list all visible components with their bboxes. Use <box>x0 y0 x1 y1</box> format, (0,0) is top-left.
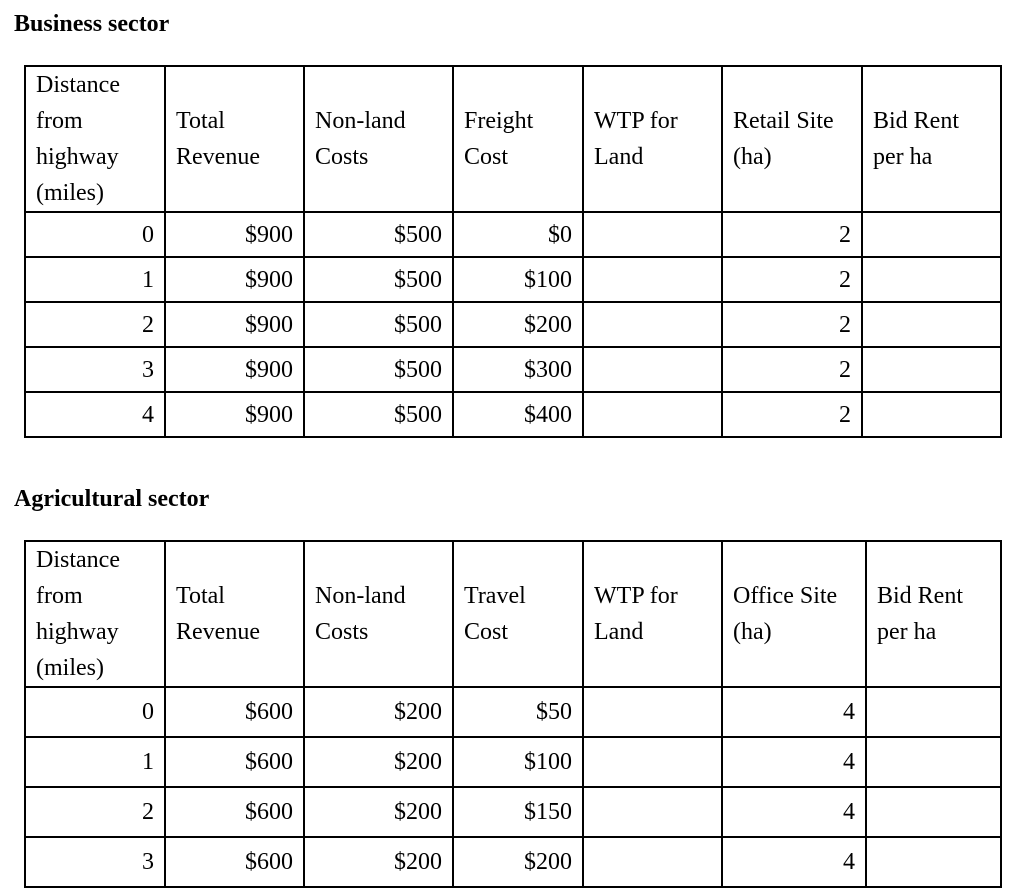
header-distance: Distance from highway (miles) <box>25 66 165 212</box>
cell-distance: 1 <box>25 257 165 302</box>
cell-bid-rent[interactable] <box>862 302 1001 347</box>
cell-bid-rent[interactable] <box>866 687 1001 737</box>
header-total-revenue: Total Revenue <box>165 66 304 212</box>
cell-bid-rent[interactable] <box>866 837 1001 887</box>
cell-bid-rent[interactable] <box>866 787 1001 837</box>
table-row <box>25 687 1001 737</box>
cell-total-revenue: $900 <box>165 392 304 437</box>
cell-wtp-for-land[interactable] <box>583 347 722 392</box>
header-total-revenue: Total Revenue <box>165 541 304 687</box>
cell-wtp-for-land[interactable] <box>583 302 722 347</box>
agricultural-header-row <box>25 541 1001 687</box>
table-row <box>25 302 1001 347</box>
cell-retail-site: 2 <box>722 257 862 302</box>
cell-bid-rent[interactable] <box>862 392 1001 437</box>
cell-distance: 2 <box>25 302 165 347</box>
cell-total-revenue: $600 <box>165 687 304 737</box>
cell-freight-cost: $400 <box>453 392 583 437</box>
cell-office-site: 4 <box>722 787 866 837</box>
cell-wtp-for-land[interactable] <box>583 837 722 887</box>
table-row <box>25 787 1001 837</box>
cell-retail-site: 2 <box>722 212 862 257</box>
cell-non-land-costs: $200 <box>304 837 453 887</box>
header-office-site: Office Site (ha) <box>722 541 866 687</box>
cell-non-land-costs: $200 <box>304 787 453 837</box>
cell-wtp-for-land[interactable] <box>583 687 722 737</box>
header-bid-rent: Bid Rent per ha <box>866 541 1001 687</box>
cell-distance: 2 <box>25 787 165 837</box>
cell-distance: 0 <box>25 212 165 257</box>
cell-non-land-costs: $500 <box>304 257 453 302</box>
business-sector-title: Business sector <box>14 11 170 37</box>
cell-distance: 3 <box>25 347 165 392</box>
header-wtp-for-land: WTP for Land <box>583 66 722 212</box>
header-distance: Distance from highway (miles) <box>25 541 165 687</box>
cell-travel-cost: $100 <box>453 737 583 787</box>
business-sector-table <box>24 65 1002 438</box>
cell-non-land-costs: $200 <box>304 687 453 737</box>
cell-total-revenue: $900 <box>165 212 304 257</box>
cell-non-land-costs: $500 <box>304 392 453 437</box>
cell-wtp-for-land[interactable] <box>583 212 722 257</box>
cell-office-site: 4 <box>722 837 866 887</box>
cell-wtp-for-land[interactable] <box>583 392 722 437</box>
cell-wtp-for-land[interactable] <box>583 257 722 302</box>
cell-total-revenue: $600 <box>165 787 304 837</box>
agricultural-sector-title: Agricultural sector <box>14 486 210 512</box>
cell-freight-cost: $300 <box>453 347 583 392</box>
cell-non-land-costs: $500 <box>304 302 453 347</box>
header-non-land-costs: Non-land Costs <box>304 541 453 687</box>
cell-retail-site: 2 <box>722 392 862 437</box>
table-row <box>25 347 1001 392</box>
cell-distance: 3 <box>25 837 165 887</box>
table-row <box>25 392 1001 437</box>
cell-total-revenue: $600 <box>165 837 304 887</box>
cell-wtp-for-land[interactable] <box>583 737 722 787</box>
cell-distance: 1 <box>25 737 165 787</box>
cell-travel-cost: $50 <box>453 687 583 737</box>
cell-distance: 4 <box>25 392 165 437</box>
cell-non-land-costs: $200 <box>304 737 453 787</box>
cell-freight-cost: $200 <box>453 302 583 347</box>
header-bid-rent: Bid Rent per ha <box>862 66 1001 212</box>
table-row <box>25 212 1001 257</box>
cell-retail-site: 2 <box>722 302 862 347</box>
cell-bid-rent[interactable] <box>866 737 1001 787</box>
cell-distance: 0 <box>25 687 165 737</box>
cell-bid-rent[interactable] <box>862 257 1001 302</box>
cell-retail-site: 2 <box>722 347 862 392</box>
cell-total-revenue: $900 <box>165 257 304 302</box>
cell-freight-cost: $100 <box>453 257 583 302</box>
table-row <box>25 257 1001 302</box>
header-travel-cost: Travel Cost <box>453 541 583 687</box>
agricultural-sector-table <box>24 540 1002 888</box>
cell-non-land-costs: $500 <box>304 212 453 257</box>
cell-bid-rent[interactable] <box>862 347 1001 392</box>
business-header-row <box>25 66 1001 212</box>
cell-office-site: 4 <box>722 687 866 737</box>
header-retail-site: Retail Site (ha) <box>722 66 862 212</box>
cell-travel-cost: $150 <box>453 787 583 837</box>
cell-wtp-for-land[interactable] <box>583 787 722 837</box>
cell-freight-cost: $0 <box>453 212 583 257</box>
table-row <box>25 737 1001 787</box>
cell-total-revenue: $600 <box>165 737 304 787</box>
header-wtp-for-land: WTP for Land <box>583 541 722 687</box>
cell-travel-cost: $200 <box>453 837 583 887</box>
cell-total-revenue: $900 <box>165 347 304 392</box>
cell-bid-rent[interactable] <box>862 212 1001 257</box>
table-row <box>25 837 1001 887</box>
cell-total-revenue: $900 <box>165 302 304 347</box>
cell-office-site: 4 <box>722 737 866 787</box>
cell-non-land-costs: $500 <box>304 347 453 392</box>
header-freight-cost: Freight Cost <box>453 66 583 212</box>
header-non-land-costs: Non-land Costs <box>304 66 453 212</box>
